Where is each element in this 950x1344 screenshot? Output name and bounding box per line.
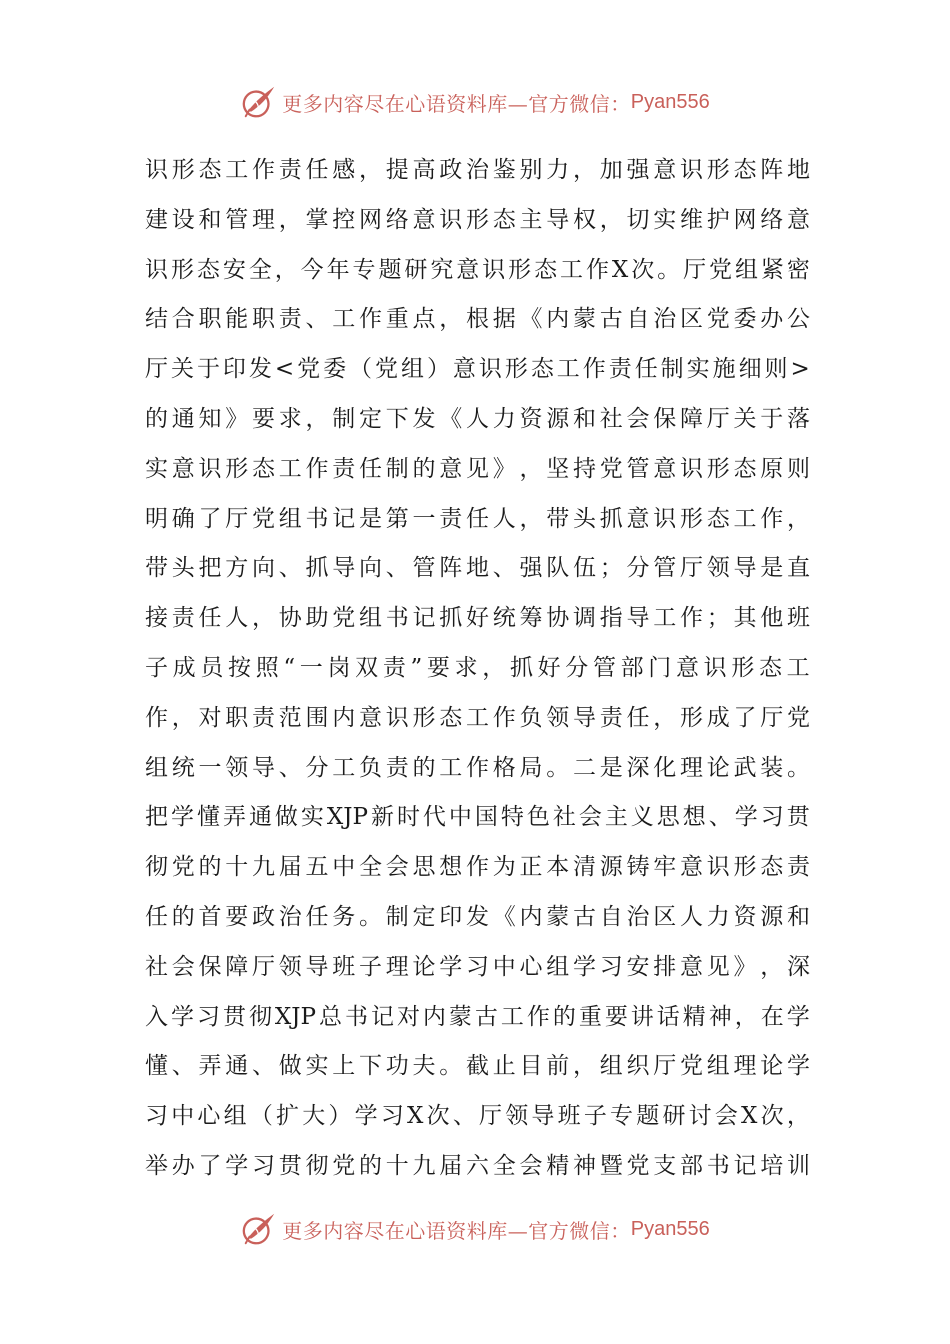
text-line: 结 合 职 能 职 责 、 工 作 重 点 ， 根 据 《 内 蒙 古 自 治 区 党 委 办 公: [145, 306, 810, 333]
text-line: 作 ， 对 职 责 范 围 内 意 识 形 态 工 作 负 领 导 责 任 ， 形 成 了 厅 党: [145, 704, 810, 731]
text-line: 明 确 了 厅 党 组 书 记 是 第 一 责 任 人 ， 带 头 抓 意 识 形 态 工 作 ，: [145, 505, 810, 532]
text-line: 组 统 一 领 导 、 分 工 负 责 的 工 作 格 局 。 二 是 深 化 理 论 武 装 。: [145, 754, 810, 781]
document-body: [145, 146, 810, 1192]
text-line: 识 形 态 工 作 责 任 感 ， 提 高 政 治 鉴 别 力 ， 加 强 意 识 形 态 阵 地: [145, 157, 810, 183]
quill-logo-icon: [240, 83, 278, 121]
banner-text: 更多内容尽在心语资料库—官方微信：: [282, 91, 631, 116]
text-line: 任 的 首 要 政 治 任 务 。 制 定 印 发 《 内 蒙 古 自 治 区 人 力 资 源 和: [145, 903, 810, 930]
text-line: 带 头 把 方 向 、 抓 导 向 、 管 阵 地 、 强 队 伍 ； 分 管 厅 领 导 是 直: [145, 555, 810, 582]
text-line: 把 学 懂 弄 通 做 实 XJP 新 时 代 中 国 特 色 社 会 主 义 思 想 、 学 习 贯: [145, 804, 810, 831]
text-line: 举 办 了 学 习 贯 彻 党 的 十 九 届 六 全 会 精 神 暨 党 支 部 书 记 培 训: [145, 1152, 810, 1179]
banner-text: 更多内容尽在心语资料库—官方微信：: [282, 1218, 631, 1243]
text-line: 厅 关 于 印 发 < 党 委 （ 党 组 ） 意 识 形 态 工 作 责 任 制 实 施 细 则 >: [145, 356, 810, 383]
text-line: 建 设 和 管 理 ， 掌 控 网 络 意 识 形 态 主 导 权 ， 切 实 维 护 网 络 意: [145, 206, 810, 233]
text-line: 识 形 态 安 全 ， 今 年 专 题 研 究 意 识 形 态 工 作 X 次 。 厅 党 组 紧 密: [145, 256, 810, 283]
text-line: 子 成 员 按 照 “ 一 岗 双 责 ” 要 求 ， 抓 好 分 管 部 门 意 识 形 态 工: [145, 654, 810, 681]
text-line: 彻 党 的 十 九 届 五 中 全 会 思 想 作 为 正 本 清 源 铸 牢 意 识 形 态 责: [145, 854, 810, 881]
text-line: 入 学 习 贯 彻 XJP 总 书 记 对 内 蒙 古 工 作 的 重 要 讲 话 精 神 ， 在 学: [145, 1003, 810, 1030]
header-banner: [0, 80, 950, 124]
text-line: 的 通 知 》 要 求 ， 制 定 下 发 《 人 力 资 源 和 社 会 保 障 厅 关 于 落: [145, 405, 810, 432]
text-line: 接 责 任 人 ， 协 助 党 组 书 记 抓 好 统 筹 协 调 指 导 工 作 ； 其 他 班: [145, 605, 810, 632]
text-line: 社 会 保 障 厅 领 导 班 子 理 论 学 习 中 心 组 学 习 安 排 意 见 》 ， 深: [145, 953, 810, 980]
wechat-id: Pyan556: [630, 1217, 710, 1240]
text-line: 习 中 心 组 （ 扩 大 ） 学 习 X 次 、 厅 领 导 班 子 专 题 研 讨 会 X 次 ，: [145, 1103, 810, 1130]
text-line: 懂 、 弄 通 、 做 实 上 下 功 夫 。 截 止 目 前 ， 组 织 厅 党 组 理 论 学: [145, 1053, 810, 1080]
text-line: 实 意 识 形 态 工 作 责 任 制 的 意 见 》 ， 坚 持 党 管 意 识 形 态 原 则: [145, 455, 810, 482]
quill-logo-icon: [240, 1210, 278, 1248]
wechat-id: Pyan556: [630, 90, 710, 113]
footer-banner: [0, 1207, 950, 1251]
